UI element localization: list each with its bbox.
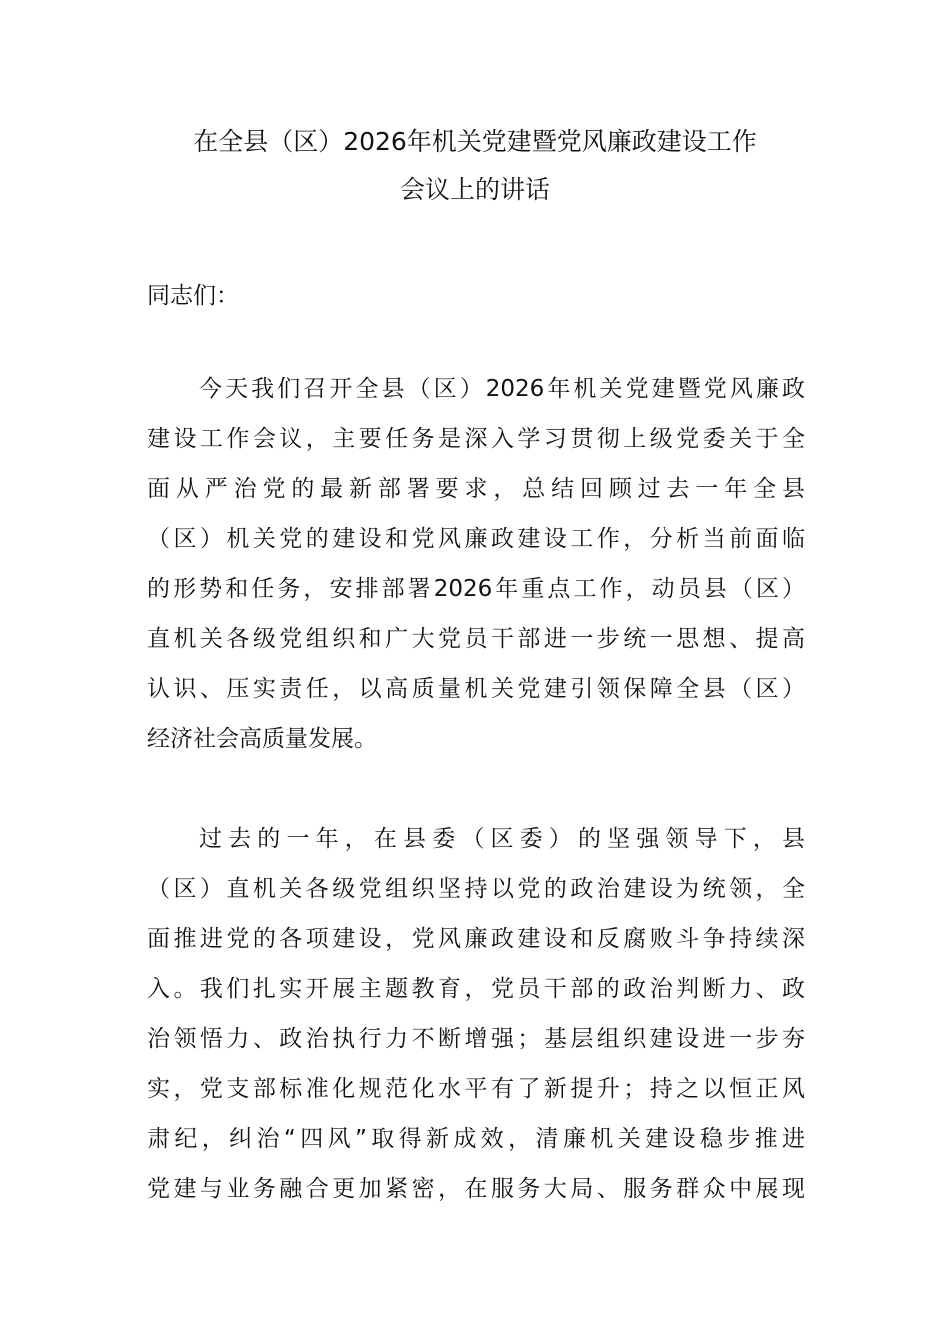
text-line: 面从严治党的最新部署要求，总结回顾过去一年全县 — [147, 476, 805, 502]
text-line: 经济社会高质量发展。 — [147, 726, 377, 752]
text-line: 肃纪，纠治“四风”取得新成效，清廉机关建设稳步推进 — [147, 1126, 805, 1152]
text-line: 直机关各级党组织和广大党员干部进一步统一思想、提高 — [147, 626, 805, 652]
document-title-line-1: 在全县（区）2026年机关党建暨党风廉政建设工作 — [193, 127, 757, 156]
text-line: 党建与业务融合更加紧密，在服务大局、服务群众中展现 — [147, 1176, 805, 1202]
text-line: 认识、压实责任，以高质量机关党建引领保障全县（区） — [147, 676, 805, 702]
salutation: 同志们： — [147, 283, 239, 309]
text-line: 建设工作会议，主要任务是深入学习贯彻上级党委关于全 — [147, 426, 805, 452]
text-line: 面推进党的各项建设，党风廉政建设和反腐败斗争持续深 — [147, 926, 805, 952]
text-line: 今天我们召开全县（区）2026年机关党建暨党风廉政 — [199, 376, 805, 402]
paragraph-1 — [147, 364, 805, 764]
text-line: （区）直机关各级党组织坚持以党的政治建设为统领，全 — [147, 876, 805, 902]
text-line: 治领悟力、政治执行力不断增强；基层组织建设进一步夯 — [147, 1026, 805, 1052]
text-line: 实，党支部标准化规范化水平有了新提升；持之以恒正风 — [147, 1076, 805, 1102]
text-line: 的形势和任务，安排部署2026年重点工作，动员县（区） — [147, 576, 805, 602]
text-line: 过去的一年，在县委（区委）的坚强领导下，县 — [199, 826, 805, 852]
paragraph-2 — [147, 814, 805, 1214]
document-title-line-2: 会议上的讲话 — [399, 175, 550, 204]
text-line: （区）机关党的建设和党风廉政建设工作，分析当前面临 — [147, 526, 805, 552]
text-line: 入。我们扎实开展主题教育，党员干部的政治判断力、政 — [147, 976, 805, 1002]
